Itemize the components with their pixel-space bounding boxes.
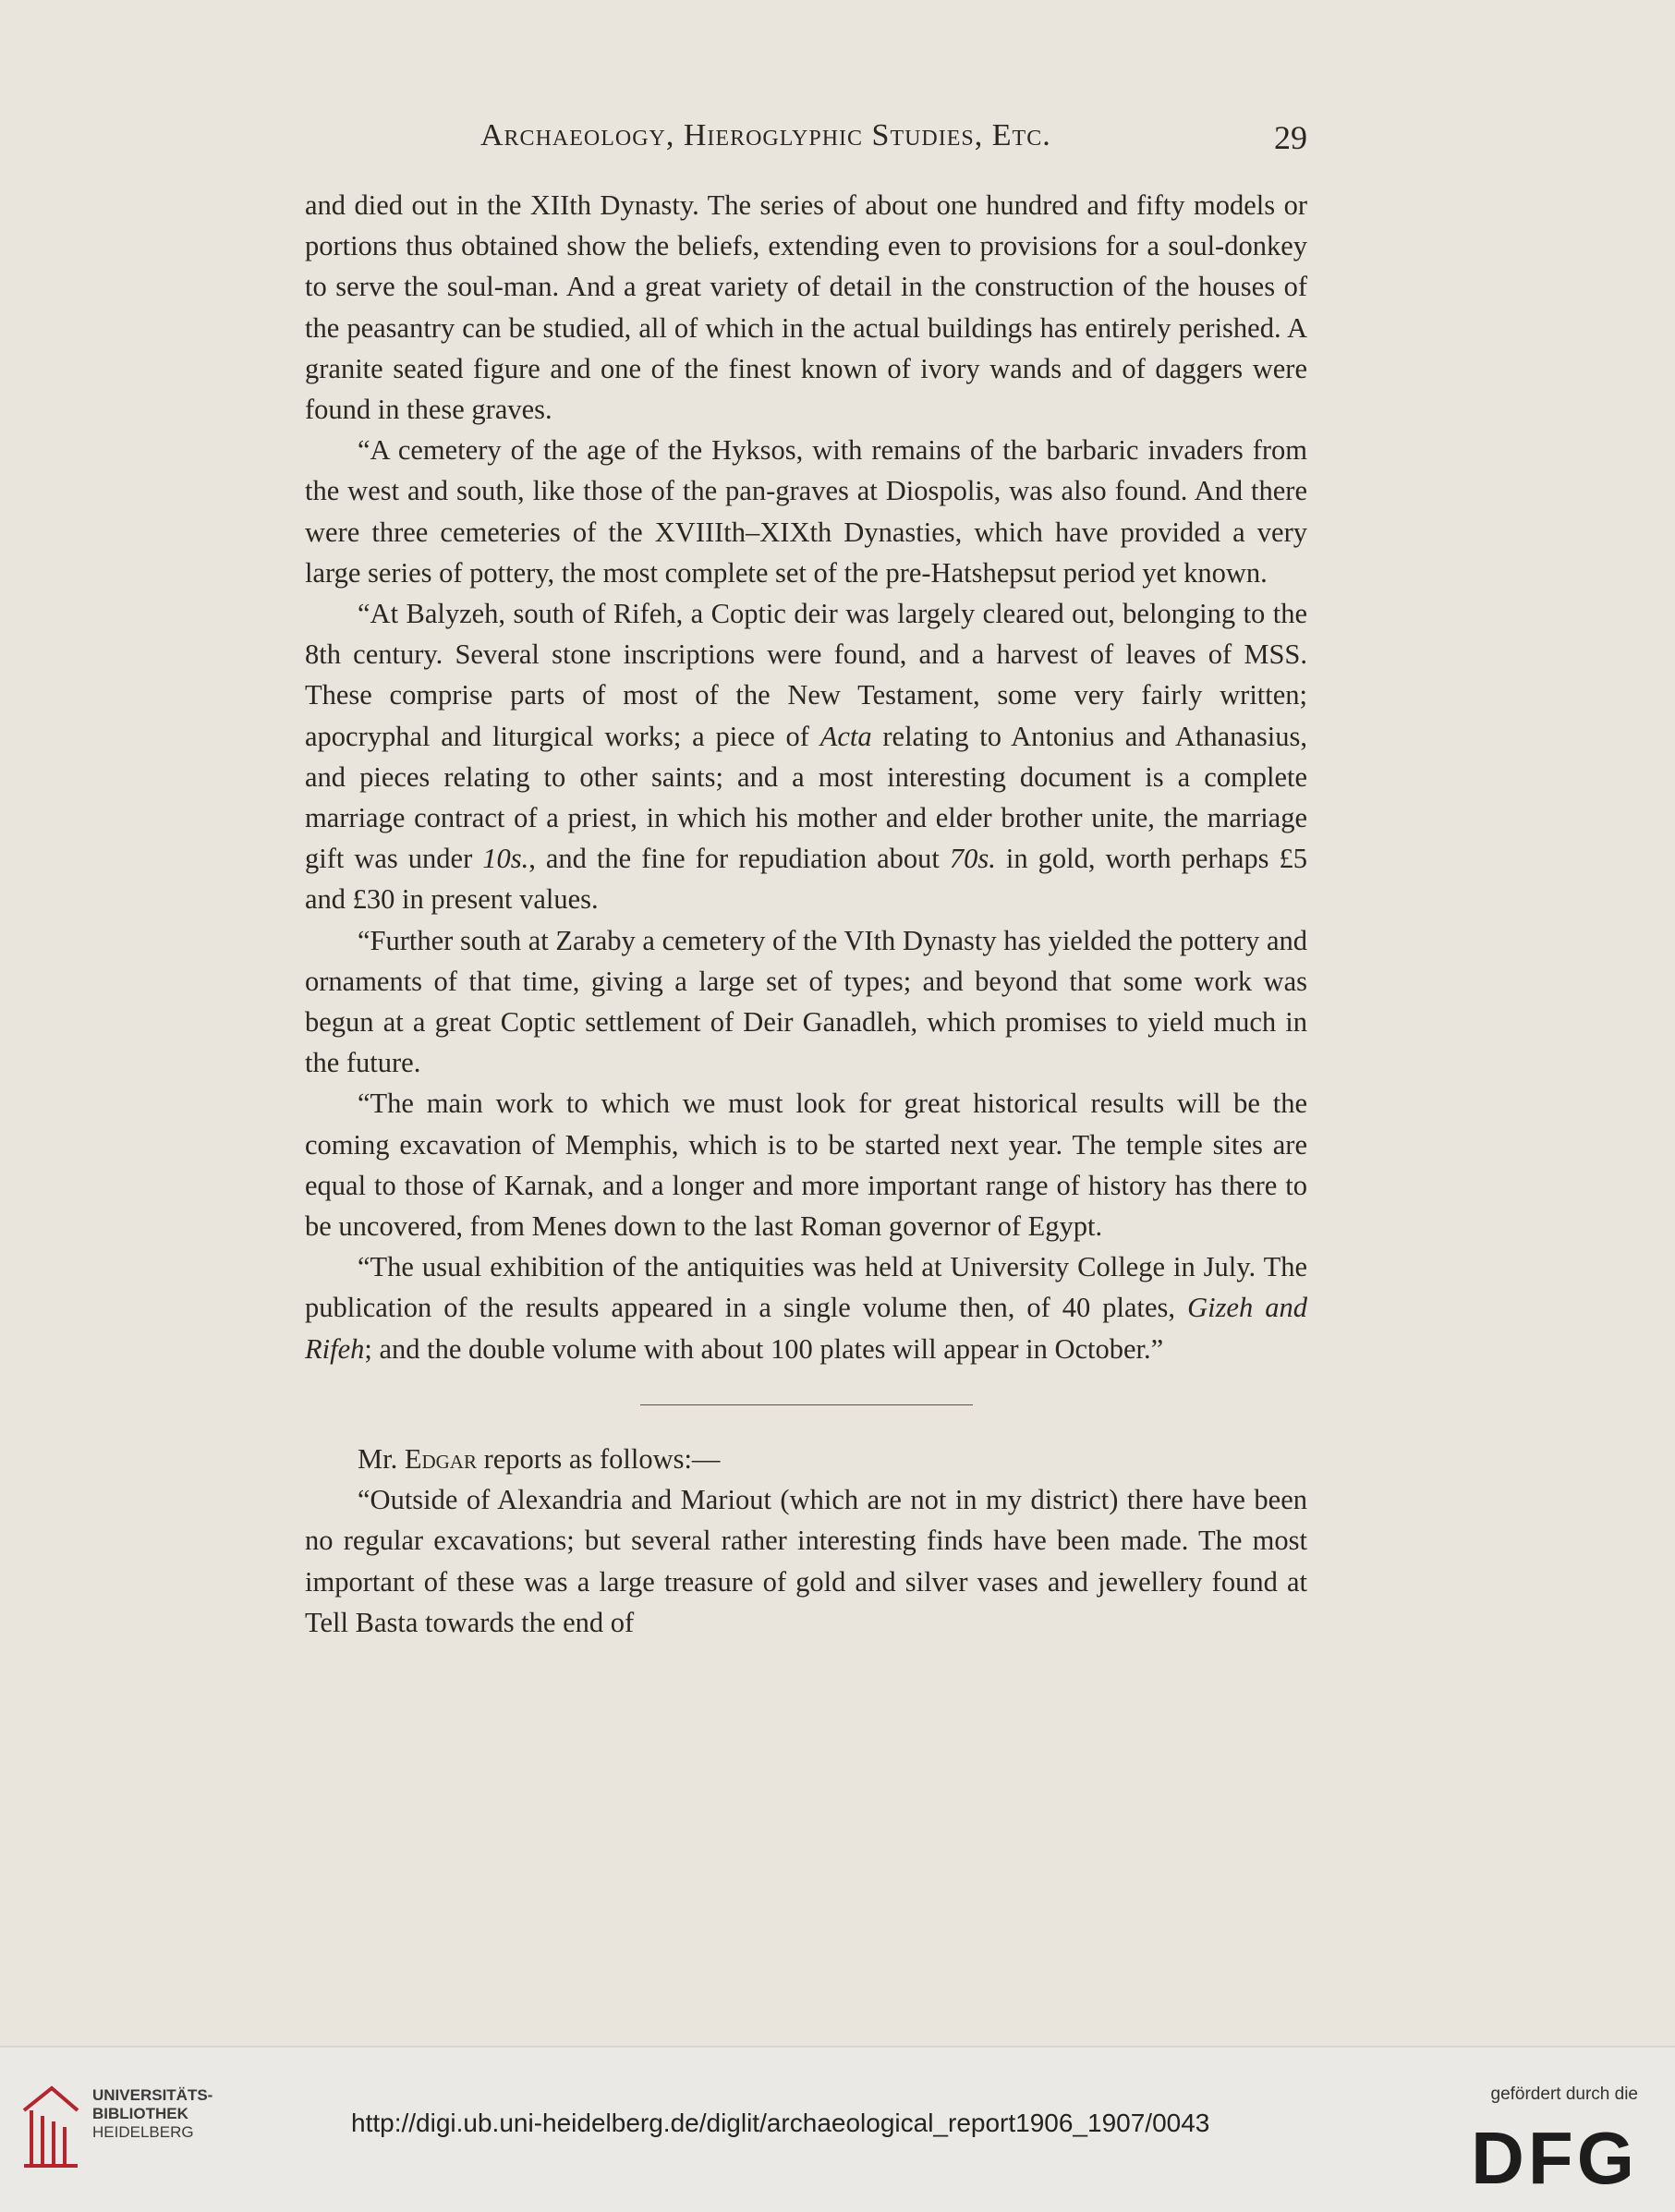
paragraph	[305, 593, 1307, 920]
university-library-logo-icon	[18, 2083, 83, 2171]
paragraph	[305, 920, 1307, 1084]
italic-title: Acta	[819, 720, 872, 752]
paragraph	[305, 1246, 1307, 1369]
paragraph	[305, 1479, 1307, 1643]
currency-amount: 10s.	[482, 843, 529, 875]
dfg-logo: DFG	[1471, 2117, 1638, 2199]
section-divider	[640, 1404, 973, 1405]
paragraph	[305, 1083, 1307, 1246]
paragraph-text: reports as follows:—	[476, 1442, 721, 1475]
paragraph-text: ; and the double volume with about 100 plates will appear in October.”	[364, 1332, 1164, 1365]
paragraph-text: “Further south at Zaraby a cemetery of the VIth Dynasty has yielded the pottery and ornaments of that time, giving a large set of types; and beyond that some work was begun at a great Coptic settlement of Deir Ganadleh, which promises to yield much in the future.	[305, 924, 1307, 1079]
funded-by-label: gefördert durch die	[1490, 2084, 1638, 2104]
paragraph-text: Mr.	[358, 1442, 405, 1475]
paragraph	[305, 185, 1307, 430]
paragraph-text: “A cemetery of the age of the Hyksos, with remains of the barbaric invaders from the west and south, like those of the pan-graves at Diospolis, was also found. And there were three cemeteries of the XVIIIth–XIXth Dynasties, which have provided a very large series of pottery, the most complete set of the pre-Hatshepsut period yet known.	[305, 434, 1307, 589]
library-name	[92, 2086, 212, 2142]
paragraph-text: “At Balyzeh, south of Rifeh, a Coptic deir was largely cleared out, belonging to the 8th century. Several stone inscriptions were found, and a harvest of leaves of MSS. These comprise parts of most of the New Testament, some very fairly written; apocryphal and liturgical works; a piece of	[305, 598, 1307, 752]
running-title: Archaeology, Hieroglyphic Studies, Etc.	[480, 118, 1051, 152]
paragraph	[305, 430, 1307, 593]
paragraph-text: , and the fine for repudiation about	[528, 843, 950, 875]
paragraph	[305, 1439, 1307, 1479]
paragraph-text: in gold, worth perhaps £5 and £30 in present values.	[305, 843, 1308, 916]
paragraph-text: “The usual exhibition of the antiquities was held at University College in July. The publication of the results appeared in a single volume then, of 40 plates,	[305, 1251, 1307, 1324]
paragraph-text: and died out in the XIIth Dynasty. The series of about one hundred and fifty models or portions thus obtained show the beliefs, extending even to provisions for a soul-donkey to serve the soul-man. And a great variety of detail in the construction of the houses of the peasantry can be studied, all of which in the actual buildings has entirely perished. A granite seated figure and one of the finest known of ivory wands and of daggers were found in these graves.	[305, 189, 1307, 426]
paragraph-text: relating to Antonius and Athanasius, and pieces relating to other saints; and a most interesting document is a complete marriage contract of a priest, in which his mother and elder brother unite, the marriage gift was under	[305, 720, 1307, 875]
digitization-footer	[0, 2046, 1675, 2212]
paragraph-text: “The main work to which we must look for great historical results will be the coming excavation of Memphis, which is to be started next year. The temple sites are equal to those of Karnak, and a longer and more important range of history has there to be uncovered, from Menes down to the last Roman governor of Egypt.	[305, 1088, 1307, 1243]
italic-title: Gizeh and Rifeh	[305, 1292, 1307, 1365]
page-number: 29	[1274, 119, 1307, 156]
paragraph-text: “Outside of Alexandria and Mariout (which are not in my district) there have been no regular excavations; but several rather interesting finds have been made. The most important of these was a large treasure of gold and silver vases and jewellery found at Tell Basta towards the end of	[305, 1484, 1307, 1638]
currency-amount: 70s.	[949, 843, 996, 875]
reporter-name: Edgar	[404, 1442, 477, 1475]
library-name-line: UNIVERSITÄTS-	[92, 2086, 213, 2104]
body-text	[305, 185, 1307, 1643]
library-name-line: HEIDELBERG	[92, 2123, 194, 2141]
permalink-url[interactable]: http://digi.ub.uni-heidelberg.de/diglit/archaeological_report1906_1907/0043	[351, 2109, 1210, 2137]
library-name-line: BIBLIOTHEK	[92, 2105, 188, 2122]
running-head	[305, 118, 1307, 164]
